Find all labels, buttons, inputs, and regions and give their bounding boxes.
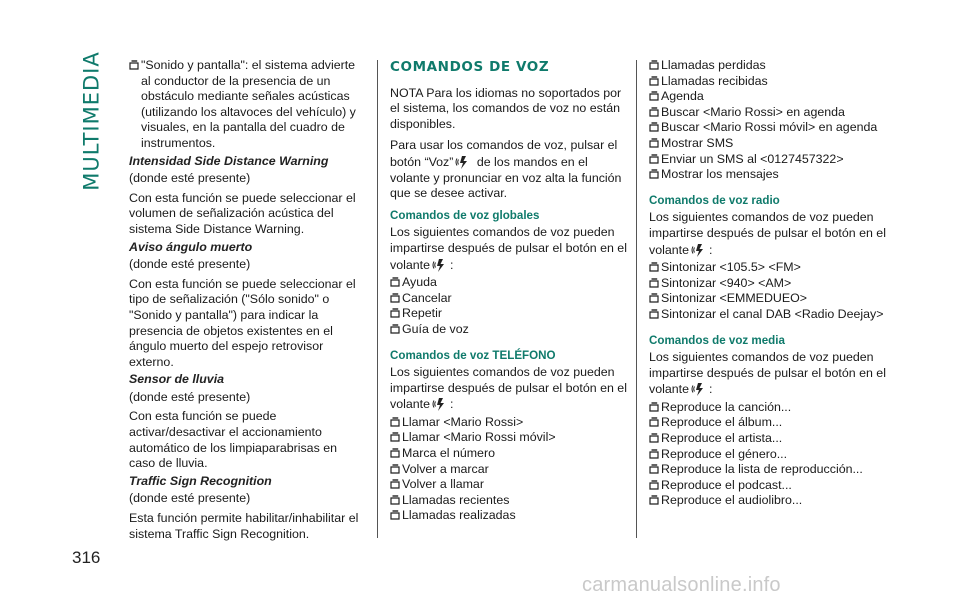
list-item bbox=[649, 447, 893, 463]
command-text: Reproduce la lista de reproducción... bbox=[661, 462, 863, 477]
checkbox-bullet-icon bbox=[390, 415, 401, 427]
command-text: Sintonizar <940> <AM> bbox=[661, 275, 792, 290]
media-commands-intro: Los siguientes comandos de voz pueden impartirse después de pulsar el botón en el volante : bbox=[649, 350, 886, 397]
list-item bbox=[649, 462, 893, 478]
blind-spot-title: Aviso ángulo muerto bbox=[129, 239, 253, 254]
section-tab bbox=[74, 51, 110, 191]
checkbox-bullet-icon bbox=[649, 415, 660, 427]
media-commands-title: Comandos de voz media bbox=[649, 333, 785, 347]
command-text: Cancelar bbox=[402, 290, 452, 305]
command-text: Reproduce el artista... bbox=[661, 431, 783, 446]
checkbox-bullet-icon bbox=[390, 508, 401, 520]
checkbox-bullet-icon bbox=[390, 291, 401, 303]
voice-command-icon bbox=[691, 242, 707, 258]
checkbox-bullet-icon bbox=[649, 307, 660, 319]
checkbox-bullet-icon bbox=[649, 431, 660, 443]
command-text: Mostrar SMS bbox=[661, 135, 734, 150]
rain-sensor-note: (donde esté presente) bbox=[129, 389, 251, 404]
media-commands-list bbox=[649, 400, 893, 509]
list-item bbox=[649, 167, 893, 183]
blind-spot-note: (donde esté presente) bbox=[129, 257, 251, 272]
watermark: carmanualsonline.info bbox=[582, 574, 781, 596]
command-text: Guía de voz bbox=[402, 321, 469, 336]
phone-commands-intro: Los siguientes comandos de voz pueden impartirse después de pulsar el botón en el volante : bbox=[390, 365, 627, 412]
voice-usage-intro bbox=[390, 138, 630, 201]
list-item bbox=[649, 493, 893, 509]
traffic-sign-note: (donde esté presente) bbox=[129, 491, 251, 506]
section-label: MULTIMEDIA bbox=[80, 51, 104, 191]
command-text: Llamadas recibidas bbox=[661, 73, 768, 88]
command-text: Llamadas recientes bbox=[402, 492, 510, 507]
voice-usage-intro-a: Para usar los comandos de voz, pulsar el botón “Voz” bbox=[390, 138, 618, 169]
list-item bbox=[649, 120, 893, 136]
checkbox-bullet-icon bbox=[649, 447, 660, 459]
intensity-note: (donde esté presente) bbox=[129, 171, 251, 186]
list-item bbox=[649, 478, 893, 494]
command-text: Llamadas perdidas bbox=[661, 58, 766, 72]
checkbox-bullet-icon bbox=[390, 446, 401, 458]
radio-commands-intro: Los siguientes comandos de voz pueden impartirse después de pulsar el botón en el volante : bbox=[649, 210, 886, 257]
checkbox-bullet-icon bbox=[390, 477, 401, 489]
list-item bbox=[649, 260, 893, 276]
global-commands-list bbox=[390, 275, 630, 337]
intensity-title: Intensidad Side Distance Warning bbox=[129, 153, 329, 168]
checkbox-bullet-icon bbox=[649, 400, 660, 412]
command-text: Sintonizar <105.5> <FM> bbox=[661, 260, 801, 275]
checkbox-bullet-icon bbox=[649, 260, 660, 272]
command-text: Repetir bbox=[402, 306, 442, 321]
command-text: Reproduce la canción... bbox=[661, 399, 792, 414]
checkbox-bullet-icon bbox=[649, 478, 660, 490]
command-text: Sintonizar <EMMEDUEO> bbox=[661, 291, 807, 306]
list-item bbox=[649, 152, 893, 168]
voice-command-icon bbox=[691, 381, 707, 397]
list-item bbox=[129, 58, 365, 152]
list-item bbox=[649, 74, 893, 90]
command-text: Volver a llamar bbox=[402, 477, 484, 492]
list-item bbox=[390, 430, 630, 446]
blind-spot-text: Con esta función se puede seleccionar el tipo de señalización ("Sólo sonido" o "Sonido y pantalla") para indicar la presencia de objetos existentes en el ángulo muerto del espejo retrovisor externo. bbox=[129, 276, 356, 369]
checkbox-bullet-icon bbox=[649, 462, 660, 474]
checkbox-bullet-icon bbox=[129, 58, 140, 70]
radio-commands-list bbox=[649, 260, 893, 322]
radio-commands-intro-text: Los siguientes comandos de voz pueden impartirse después de pulsar el botón en el volante bbox=[649, 210, 886, 257]
list-item bbox=[390, 508, 630, 524]
list-item bbox=[390, 415, 630, 431]
command-text: Agenda bbox=[661, 89, 704, 104]
radio-commands-title: Comandos de voz radio bbox=[649, 193, 780, 207]
list-item bbox=[390, 291, 630, 307]
checkbox-bullet-icon bbox=[649, 276, 660, 288]
column-divider-left bbox=[377, 60, 378, 538]
global-commands-intro: Los siguientes comandos de voz pueden impartirse después de pulsar el botón en el volante : bbox=[390, 225, 627, 272]
list-item bbox=[390, 322, 630, 338]
rain-sensor-title: Sensor de lluvia bbox=[129, 372, 225, 387]
list-item bbox=[649, 431, 893, 447]
sound-display-text: "Sonido y pantalla": el sistema advierte al conductor de la presencia de un obstáculo mediante señales acústicas (utilizando los altavoces del vehículo) y visuales, en la pantalla del cuadro de instrumentos. bbox=[141, 58, 356, 150]
checkbox-bullet-icon bbox=[649, 167, 660, 179]
checkbox-bullet-icon bbox=[649, 136, 660, 148]
checkbox-bullet-icon bbox=[390, 493, 401, 505]
command-text: Reproduce el género... bbox=[661, 446, 788, 461]
global-commands-title: Comandos de voz globales bbox=[390, 208, 540, 222]
list-item bbox=[390, 446, 630, 462]
command-text: Llamar <Mario Rossi móvil> bbox=[402, 430, 556, 445]
unsupported-languages-note: NOTA Para los idiomas no soportados por el sistema, los comandos de voz no están disponibles. bbox=[390, 85, 622, 131]
list-item bbox=[390, 493, 630, 509]
list-item bbox=[649, 105, 893, 121]
voice-command-icon bbox=[432, 396, 448, 412]
column-3 bbox=[649, 58, 893, 509]
command-text: Enviar un SMS al <0127457322> bbox=[661, 151, 844, 166]
column-2 bbox=[390, 60, 630, 524]
command-text: Ayuda bbox=[402, 275, 437, 290]
list-item bbox=[390, 275, 630, 291]
checkbox-bullet-icon bbox=[390, 306, 401, 318]
media-commands-intro-text: Los siguientes comandos de voz pueden impartirse después de pulsar el botón en el volante bbox=[649, 350, 886, 397]
phone-commands-title: Comandos de voz TELÉFONO bbox=[390, 348, 556, 362]
checkbox-bullet-icon bbox=[390, 462, 401, 474]
voice-command-icon bbox=[455, 154, 471, 170]
checkbox-bullet-icon bbox=[649, 105, 660, 117]
command-text: Mostrar los mensajes bbox=[661, 167, 779, 182]
checkbox-bullet-icon bbox=[649, 74, 660, 86]
phone-commands-intro-text: Los siguientes comandos de voz pueden impartirse después de pulsar el botón en el volante bbox=[390, 365, 627, 412]
phone-commands-list-continued bbox=[649, 58, 893, 183]
command-text: Reproduce el podcast... bbox=[661, 477, 792, 492]
command-text: Buscar <Mario Rossi móvil> en agenda bbox=[661, 120, 878, 135]
command-text: Llamadas realizadas bbox=[402, 508, 516, 523]
command-text: Buscar <Mario Rossi> en agenda bbox=[661, 104, 845, 119]
voice-commands-heading: COMANDOS DE VOZ bbox=[390, 59, 550, 75]
list-item bbox=[649, 276, 893, 292]
command-text: Reproduce el álbum... bbox=[661, 415, 783, 430]
command-text: Sintonizar el canal DAB <Radio Deejay> bbox=[661, 306, 884, 321]
traffic-sign-title: Traffic Sign Recognition bbox=[129, 473, 272, 488]
command-text: Volver a marcar bbox=[402, 461, 489, 476]
voice-usage-intro-b: de los mandos en el volante y pronunciar en voz alta la función que se desee activar. bbox=[390, 154, 622, 201]
global-commands-intro-text: Los siguientes comandos de voz pueden impartirse después de pulsar el botón en el volante bbox=[390, 225, 627, 272]
column-1 bbox=[129, 58, 365, 542]
list-item bbox=[649, 89, 893, 105]
list-item bbox=[649, 291, 893, 307]
checkbox-bullet-icon bbox=[649, 58, 660, 70]
list-item bbox=[649, 400, 893, 416]
checkbox-bullet-icon bbox=[390, 322, 401, 334]
voice-command-icon bbox=[432, 257, 448, 273]
column-divider-right bbox=[636, 60, 637, 538]
page-number: 316 bbox=[72, 548, 101, 567]
list-item bbox=[390, 306, 630, 322]
list-item bbox=[649, 415, 893, 431]
list-item bbox=[649, 58, 893, 74]
checkbox-bullet-icon bbox=[649, 152, 660, 164]
list-item bbox=[649, 307, 893, 323]
traffic-sign-text: Esta función permite habilitar/inhabilitar el sistema Traffic Sign Recognition. bbox=[129, 511, 359, 541]
command-text: Marca el número bbox=[402, 446, 495, 461]
list-item bbox=[649, 136, 893, 152]
phone-commands-list bbox=[390, 415, 630, 524]
list-item bbox=[390, 462, 630, 478]
checkbox-bullet-icon bbox=[649, 291, 660, 303]
command-text: Llamar <Mario Rossi> bbox=[402, 414, 524, 429]
checkbox-bullet-icon bbox=[390, 275, 401, 287]
checkbox-bullet-icon bbox=[649, 493, 660, 505]
intensity-text: Con esta función se puede seleccionar el volumen de señalización acústica del sistema Side Distance Warning. bbox=[129, 190, 356, 236]
checkbox-bullet-icon bbox=[649, 120, 660, 132]
checkbox-bullet-icon bbox=[390, 430, 401, 442]
checkbox-bullet-icon bbox=[649, 89, 660, 101]
list-item bbox=[390, 477, 630, 493]
rain-sensor-text: Con esta función se puede activar/desactivar el accionamiento automático de los limpiaparabrisas en caso de lluvia. bbox=[129, 409, 337, 471]
command-text: Reproduce el audiolibro... bbox=[661, 493, 803, 508]
